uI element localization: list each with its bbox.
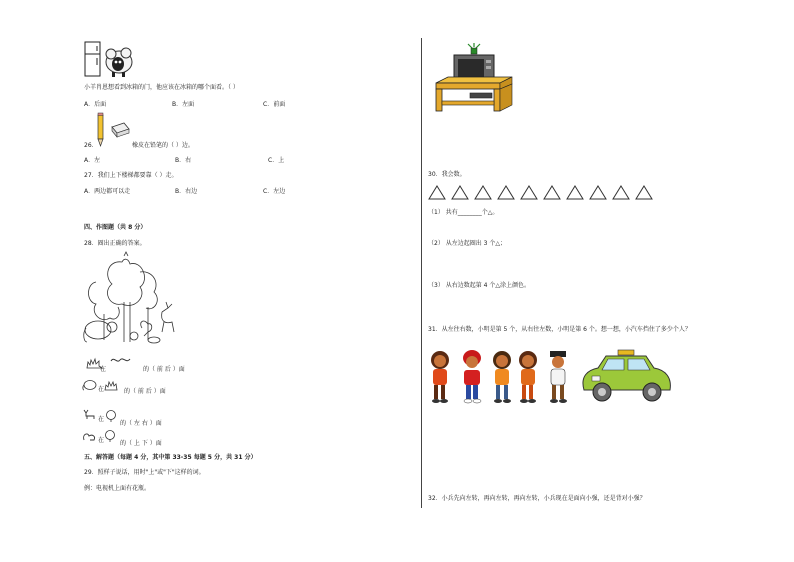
child-icon xyxy=(493,351,511,403)
q30-sub1[interactable]: （1） 共有________个△。 xyxy=(428,209,499,216)
child-icon xyxy=(550,351,567,403)
q28-line2-tail[interactable]: 的（ 前 后 ）面 xyxy=(124,388,166,395)
triangle-icon[interactable] xyxy=(497,185,515,200)
triangle-icon[interactable] xyxy=(566,185,584,200)
fridge-sheep-illustration xyxy=(84,40,144,80)
q25-question: 小羊肖恩想看到冰箱的门，他应该在冰箱的哪个面看。（ ） xyxy=(84,84,239,91)
triangle-icon[interactable] xyxy=(635,185,653,200)
q28-line3-mid: 在 xyxy=(98,416,105,423)
q28-line1-mid: 在 xyxy=(100,366,107,373)
elephant-icon xyxy=(82,379,98,391)
child-icon xyxy=(431,351,449,403)
squirrel-icon xyxy=(141,321,152,336)
deer-icon xyxy=(162,302,174,332)
q26-option-a[interactable]: A．左 xyxy=(84,157,101,164)
q25-option-c[interactable]: C．前面 xyxy=(263,101,286,108)
triangle-row xyxy=(428,185,653,200)
q27-option-c[interactable]: C．左边 xyxy=(263,188,286,195)
triangle-icon[interactable] xyxy=(474,185,492,200)
hedgehog-icon xyxy=(104,381,118,391)
q29-question: 29．照样子说话，用时"上"或"下"这样的词。 xyxy=(84,469,205,476)
eraser-icon xyxy=(112,123,129,137)
car-icon xyxy=(583,350,670,401)
q28-line2-mid: 在 xyxy=(98,386,105,393)
tree-icon xyxy=(107,259,144,305)
children-car-illustration xyxy=(428,346,674,408)
child-icon xyxy=(463,350,481,403)
q25-option-b[interactable]: B．左面 xyxy=(172,101,195,108)
tv-stand-illustration xyxy=(430,44,520,116)
section5-heading: 五、解答题（每题 4 分，其中第 33-35 每题 5 分，共 31 分） xyxy=(84,454,257,461)
q26-option-b[interactable]: B．右 xyxy=(175,157,192,164)
elephant-icon xyxy=(85,321,111,339)
tree-icon xyxy=(104,430,116,442)
vase-icon xyxy=(468,43,480,54)
q29-example: 例：电视机上面有花瓶。 xyxy=(84,485,151,492)
section4-heading: 四、作图题（共 8 分） xyxy=(84,224,147,231)
q25-option-a[interactable]: A．后面 xyxy=(84,101,107,108)
triangle-icon[interactable] xyxy=(451,185,469,200)
q31-question: 31．从左往右数，小明是第 5 个，从右往左数，小明是第 6 个。想一想，小汽车挡住了多少个人？ xyxy=(428,326,691,333)
q30-question: 30．我会数。 xyxy=(428,171,466,178)
q28-question: 28．圈出正确的答案。 xyxy=(84,240,146,247)
q28-line4-mid: 在 xyxy=(98,437,105,444)
triangle-icon[interactable] xyxy=(520,185,538,200)
column-divider xyxy=(421,38,422,508)
sheep-icon xyxy=(106,48,132,77)
triangle-icon[interactable] xyxy=(589,185,607,200)
q32-question: 32．小兵先向左转，再向左转，再向左转，小兵现在是面向小强，还是背对小强？ xyxy=(428,495,646,502)
q28-line1-tail[interactable]: 的（ 前 后 ）面 xyxy=(143,366,185,373)
q26-number: 26． xyxy=(84,142,98,149)
q28-line3-tail[interactable]: 的（ 左 右 ）面 xyxy=(120,420,162,427)
dvd-player-icon xyxy=(470,93,492,98)
pencil-eraser-illustration xyxy=(96,113,136,147)
fridge-icon xyxy=(85,42,100,76)
q28-line4-tail[interactable]: 的（ 上 下 ）面 xyxy=(120,440,162,447)
q27-option-b[interactable]: B．右边 xyxy=(175,188,198,195)
snake-icon xyxy=(110,355,132,365)
q26-option-c[interactable]: C．上 xyxy=(268,157,285,164)
pencil-icon xyxy=(98,113,103,146)
triangle-icon[interactable] xyxy=(612,185,630,200)
q27-question: 27．我们上下楼梯都要靠（ ）走。 xyxy=(84,172,178,179)
q30-sub3: （3） 从右边数起第 4 个△涂上颜色。 xyxy=(428,282,530,289)
q26-question: 橡皮在铅笔的（ ）边。 xyxy=(132,142,194,149)
tree-icon xyxy=(105,410,117,422)
forest-scene-illustration xyxy=(82,252,187,352)
deer-icon xyxy=(82,408,96,420)
q27-option-a[interactable]: A．两边都可以走 xyxy=(84,188,131,195)
squirrel-icon xyxy=(82,430,98,442)
child-icon xyxy=(519,351,537,403)
q30-sub2: （2） 从左边起圈出 3 个△； xyxy=(428,240,506,247)
triangle-icon[interactable] xyxy=(428,185,446,200)
triangle-icon[interactable] xyxy=(543,185,561,200)
